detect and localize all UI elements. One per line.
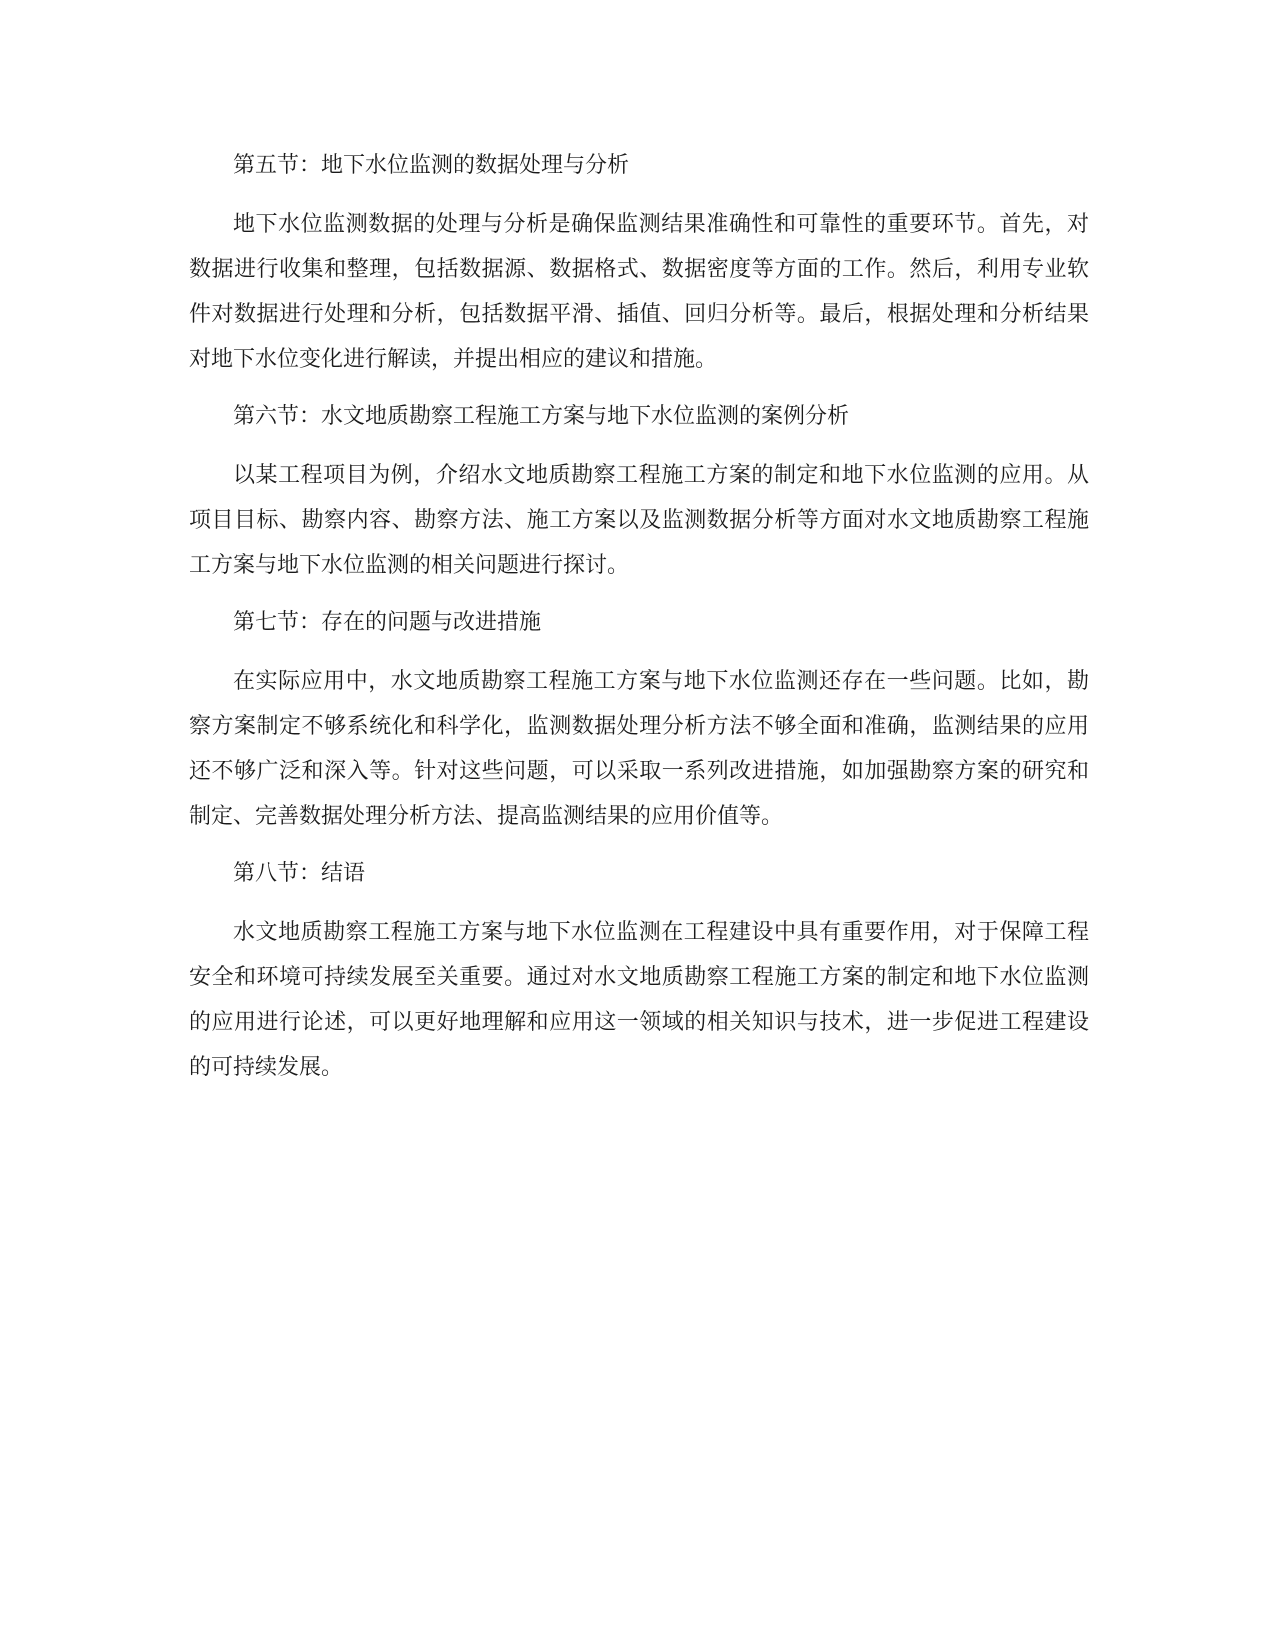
section-8-paragraph: 水文地质勘察工程施工方案与地下水位监测在工程建设中具有重要作用，对于保障工程安全和环境可持续发展至关重要。通过对水文地质勘察工程施工方案的制定和地下水位监测的应用进行论述，可以更好地理解和应用这一领域的相关知识与技术，进一步促进工程建设的可持续发展。 <box>189 920 1089 1080</box>
document-body <box>189 143 1089 1102</box>
section-7-paragraph: 在实际应用中，水文地质勘察工程施工方案与地下水位监测还存在一些问题。比如，勘察方案制定不够系统化和科学化，监测数据处理分析方法不够全面和准确，监测结果的应用还不够广泛和深入等。针对这些问题，可以采取一系列改进措施，如加强勘察方案的研究和制定、完善数据处理分析方法、提高监测结果的应用价值等。 <box>189 669 1089 829</box>
section-7-heading: 第七节：存在的问题与改进措施 <box>233 610 542 635</box>
section-6-paragraph: 以某工程项目为例，介绍水文地质勘察工程施工方案的制定和地下水位监测的应用。从项目目标、勘察内容、勘察方法、施工方案以及监测数据分析等方面对水文地质勘察工程施工方案与地下水位监测的相关问题进行探讨。 <box>189 463 1089 578</box>
section-8-heading: 第八节：结语 <box>233 861 366 886</box>
section-6-heading: 第六节：水文地质勘察工程施工方案与地下水位监测的案例分析 <box>233 404 850 429</box>
section-5-heading: 第五节：地下水位监测的数据处理与分析 <box>233 153 630 178</box>
section-5-paragraph: 地下水位监测数据的处理与分析是确保监测结果准确性和可靠性的重要环节。首先，对数据进行收集和整理，包括数据源、数据格式、数据密度等方面的工作。然后，利用专业软件对数据进行处理和分析，包括数据平滑、插值、回归分析等。最后，根据处理和分析结果对地下水位变化进行解读，并提出相应的建议和措施。 <box>189 212 1089 372</box>
